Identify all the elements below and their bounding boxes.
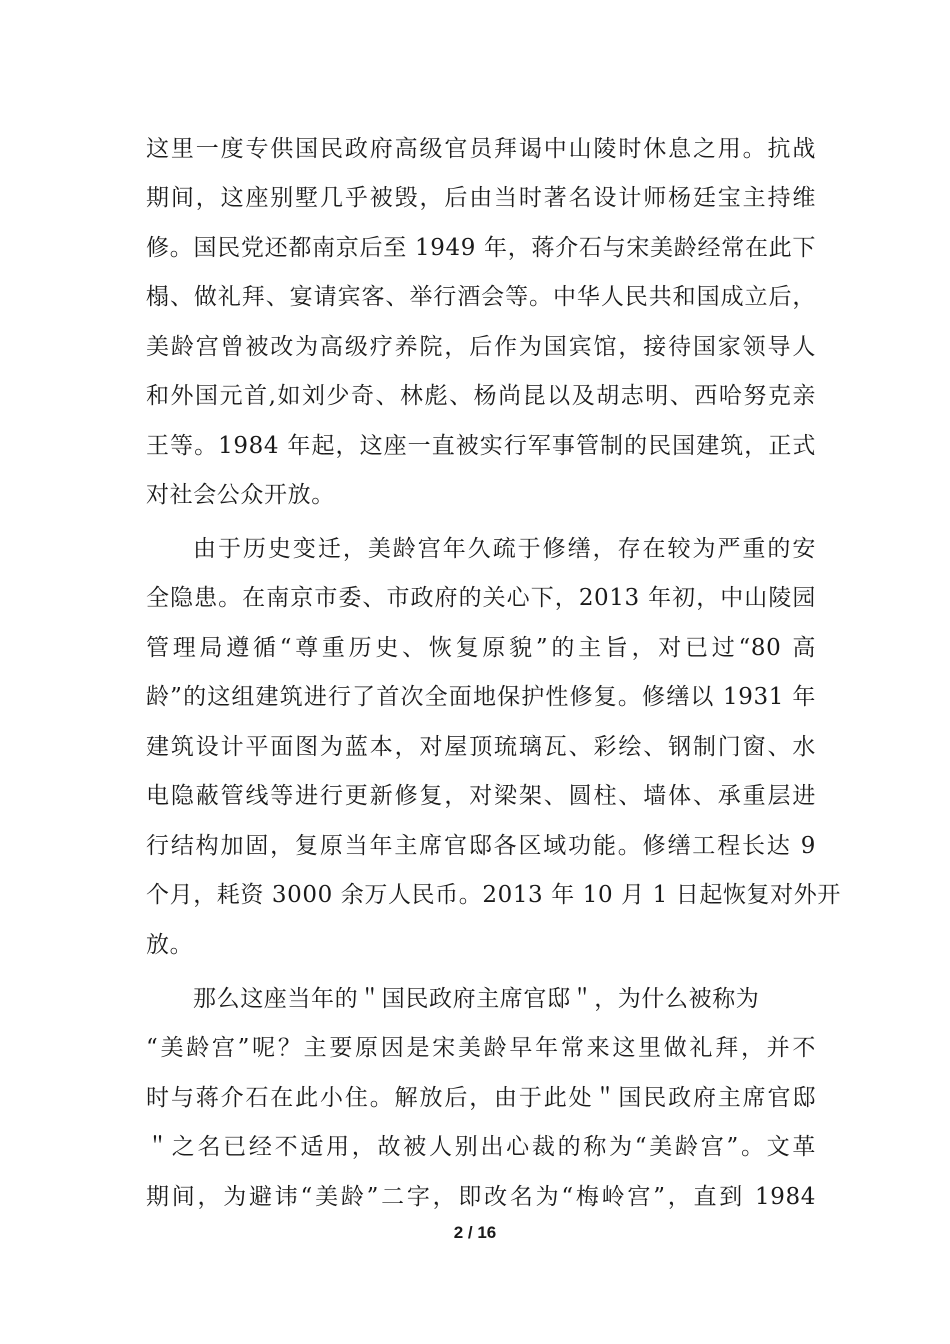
text-line: 期间，为避讳“美龄”二字，即改名为“梅岭宫”，直到 1984 [146,1184,816,1210]
text-line: 时与蒋介石在此小住。解放后，由于此处＂国民政府主席官邸 [146,1085,816,1111]
text-line: 龄”的这组建筑进行了首次全面地保护性修复。修缮以 1931 年 [146,684,816,710]
text-line: 这里一度专供国民政府高级官员拜谒中山陵时休息之用。抗战 [146,136,816,162]
text-line: “美龄宫”呢？主要原因是宋美龄早年常来这里做礼拜，并不 [146,1035,816,1061]
text-line: 电隐蔽管线等进行更新修复，对梁架、圆柱、墙体、承重层进 [146,783,816,809]
text-line: 全隐患。在南京市委、市政府的关心下，2013 年初，中山陵园 [146,585,816,611]
text-line: 建筑设计平面图为蓝本，对屋顶琉璃瓦、彩绘、钢制门窗、水 [146,734,816,760]
text-line: 和外国元首,如刘少奇、林彪、杨尚昆以及胡志明、西哈努克亲 [146,383,816,409]
text-line: 美龄宫曾被改为高级疗养院，后作为国宾馆，接待国家领导人 [146,334,816,360]
text-line: 个月，耗资 3000 余万人民币。2013 年 10 月 1 日起恢复对外开 [146,882,841,908]
text-line: 期间，这座别墅几乎被毁，后由当时著名设计师杨廷宝主持维 [146,185,816,211]
text-line: 榻、做礼拜、宴请宾客、举行酒会等。中华人民共和国成立后， [146,284,816,310]
text-line: 放。 [146,932,194,958]
text-line: 由于历史变迁，美龄宫年久疏于修缮，存在较为严重的安 [193,536,816,562]
text-line: 管理局遵循“尊重历史、恢复原貌”的主旨，对已过“80 高 [146,635,816,661]
text-line: ＂之名已经不适用，故被人别出心裁的称为“美龄宫”。文革 [146,1134,816,1160]
page-number: 2 / 16 [453,1223,497,1242]
text-line: 行结构加固，复原当年主席官邸各区域功能。修缮工程长达 9 [146,833,816,859]
text-line: 王等。1984 年起，这座一直被实行军事管制的民国建筑，正式 [146,433,816,459]
text-line: 修。国民党还都南京后至 1949 年，蒋介石与宋美龄经常在此下 [146,235,816,261]
text-line: 那么这座当年的＂国民政府主席官邸＂，为什么被称为 [193,986,760,1012]
text-line: 对社会公众开放。 [146,482,335,508]
